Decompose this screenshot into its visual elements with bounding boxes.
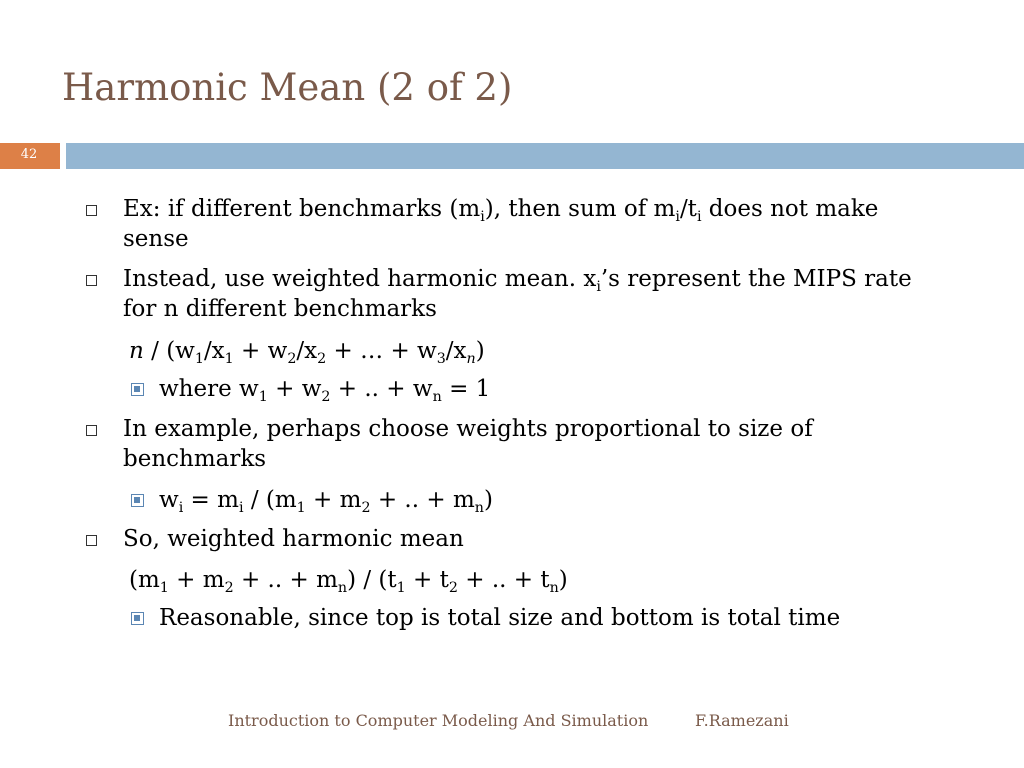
bullet-text: Ex: if different benchmarks $(m_i)$, then sum of $m_i/t_i$ does not make — [123, 196, 879, 225]
bullet-text: Instead, use weighted harmonic mean. $x_i’s$ represent the MIPS rate — [123, 266, 912, 295]
bullet-text: In example, perhaps choose weights proportional to size of — [123, 416, 813, 442]
bullet-text: So, weighted harmonic mean — [123, 526, 464, 552]
bullet-text: ($m_1 + m_2$ + .. + $m_n) / (t_1 + t_2$ + .. + $t_n$) — [129, 567, 568, 596]
bullet-text: where $w_1 + w_2$ + .. + $w_n = 1$ — [159, 376, 491, 405]
sub-bullet-icon — [131, 494, 144, 507]
footer-course: Introduction to Computer Modeling And Simulation — [228, 711, 649, 730]
bullet-text-continued: for n different benchmarks — [123, 296, 437, 322]
bullet-text-continued: benchmarks — [123, 446, 267, 472]
slide-number: 42 — [20, 147, 38, 162]
sub-bullet-icon — [131, 383, 144, 396]
bullet-text: $w_i = m_i / (m_1 + m_2$ + .. + $m_n$) — [159, 487, 493, 516]
bullet-text: Reasonable, since top is total size and bottom is total time — [159, 605, 841, 631]
sub-bullet-icon — [131, 612, 144, 625]
slide-title: Harmonic Mean (2 of 2) — [62, 66, 513, 109]
square-bullet-icon — [86, 275, 97, 286]
bullet-text: $n / (w_1/x_1 + w_2/x_2$ + … + $w_3/x_n$) — [129, 338, 485, 367]
bullet-text-continued: sense — [123, 226, 189, 252]
square-bullet-icon — [86, 205, 97, 216]
square-bullet-icon — [86, 425, 97, 436]
footer-author: F.Ramezani — [695, 711, 789, 730]
square-bullet-icon — [86, 535, 97, 546]
